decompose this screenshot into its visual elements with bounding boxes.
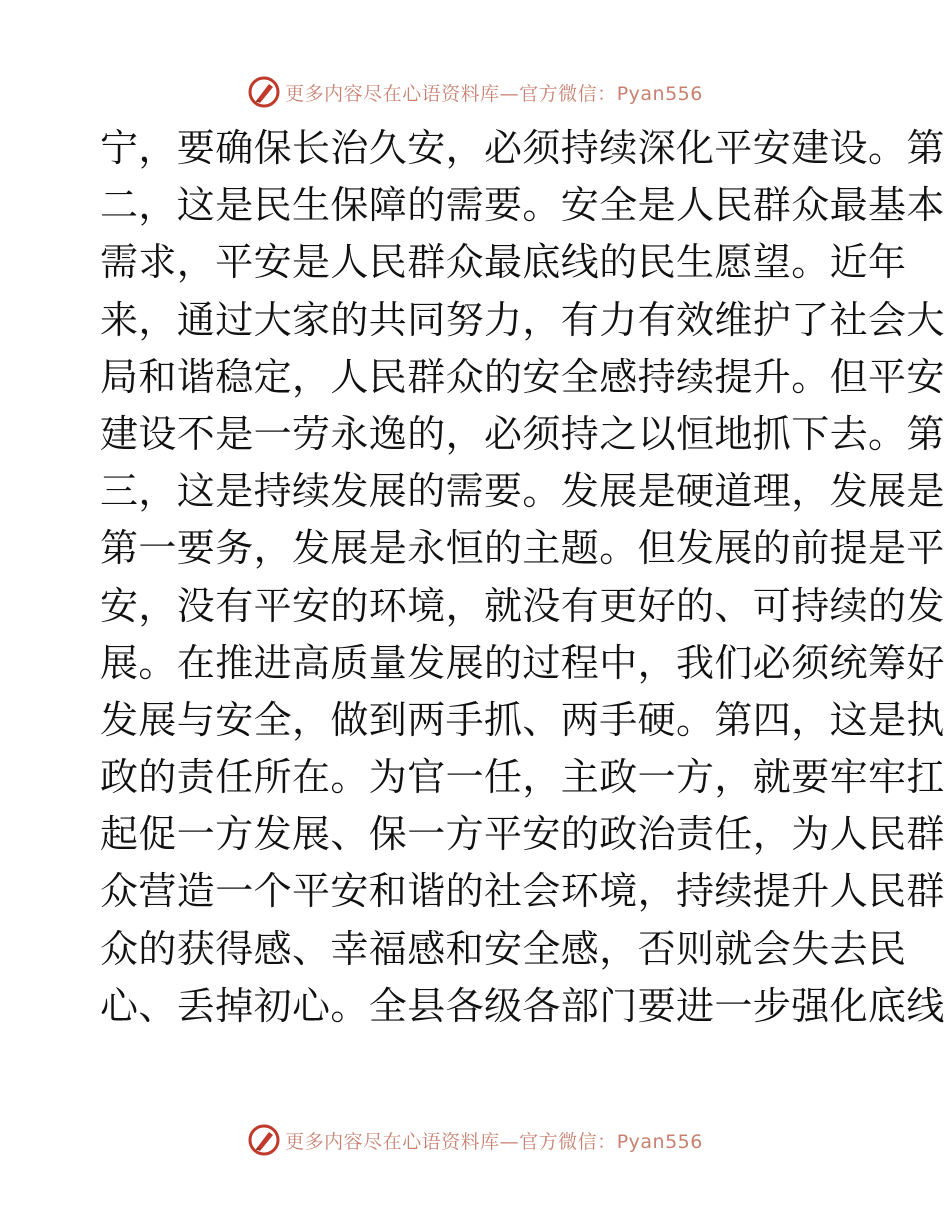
body-line: 建设不是一劳永逸的，必须持之以恒地抓下去。第 [100, 411, 945, 456]
quill-pen-logo-icon [247, 1123, 281, 1157]
body-line: 展。在推进高质量发展的过程中，我们必须统筹好 [100, 640, 945, 685]
footer-contact-id: Pyan556 [616, 1130, 703, 1153]
header-site-text: 更多内容尽在心语资料库 [285, 82, 500, 105]
document-body [100, 120, 945, 1035]
body-line: 发展与安全，做到两手抓、两手硬。第四，这是执 [100, 697, 945, 742]
body-line: 宁，要确保长治久安，必须持续深化平安建设。第 [100, 126, 945, 170]
header-text [285, 79, 703, 106]
body-line: 政的责任所在。为官一任，主政一方，就要牢牢扛 [100, 755, 945, 800]
body-line: 第一要务，发展是永恒的主题。但发展的前提是平 [100, 526, 945, 571]
footer-banner [0, 1120, 950, 1160]
footer-contact-text: 官方微信： [519, 1130, 617, 1153]
header-contact-id: Pyan556 [616, 82, 703, 105]
quill-pen-logo-icon [247, 75, 281, 109]
header-separator: — [499, 82, 520, 105]
body-line: 众营造一个平安和谐的社会环境，持续提升人民群 [100, 869, 945, 914]
footer-text [285, 1127, 703, 1154]
body-line: 需求，平安是人民群众最底线的民生愿望。近年 [100, 240, 907, 285]
body-line: 来，通过大家的共同努力，有力有效维护了社会大 [100, 297, 945, 342]
footer-site-text: 更多内容尽在心语资料库 [285, 1130, 500, 1153]
header-banner [0, 72, 950, 112]
body-line: 二，这是民生保障的需要。安全是人民群众最基本 [100, 183, 945, 228]
body-line: 心、丢掉初心。全县各级各部门要进一步强化底线 [100, 983, 945, 1028]
header-contact-text: 官方微信： [519, 82, 617, 105]
body-line: 安，没有平安的环境，就没有更好的、可持续的发 [100, 583, 945, 628]
body-line: 起促一方发展、保一方平安的政治责任，为人民群 [100, 812, 945, 857]
body-line: 局和谐稳定，人民群众的安全感持续提升。但平安 [100, 354, 945, 399]
body-line: 众的获得感、幸福感和安全感，否则就会失去民 [100, 926, 907, 971]
footer-separator: — [499, 1130, 520, 1153]
body-line: 三，这是持续发展的需要。发展是硬道理，发展是 [100, 469, 945, 514]
